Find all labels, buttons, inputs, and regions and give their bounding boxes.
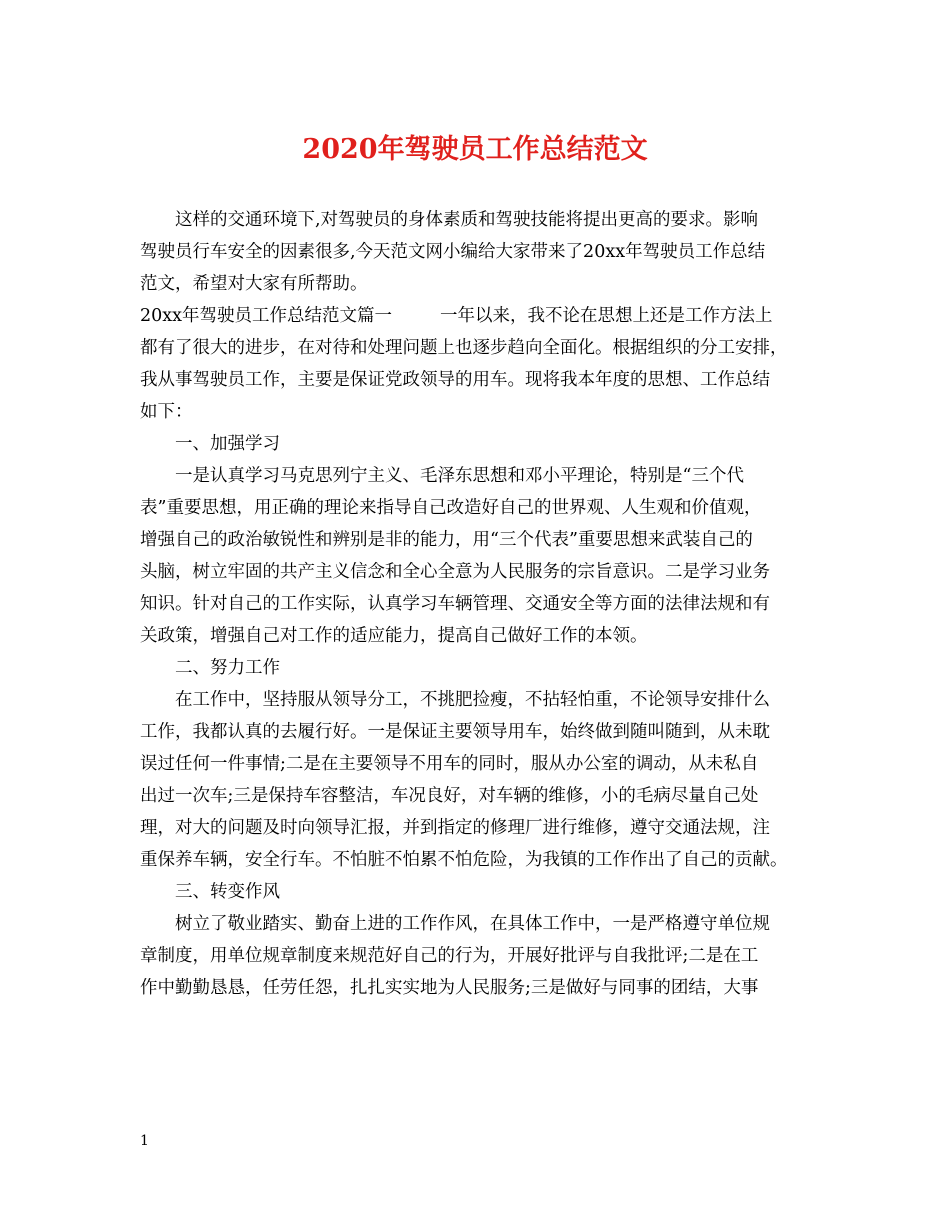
- paragraph-line: 增强自己的政治敏锐性和辨别是非的能力，用“三个代表”重要思想来武装自己的: [140, 530, 753, 550]
- paragraph-line: 关政策，增强自己对工作的适应能力，提高自己做好工作的本领。: [140, 626, 648, 646]
- paragraph-line: 我从事驾驶员工作，主要是保证党政领导的用车。现将我本年度的思想、工作总结: [140, 370, 770, 390]
- paragraph-line: 理，对大的问题及时向领导汇报，并到指定的修理厂进行维修，遵守交通法规，注: [140, 818, 770, 838]
- paragraph-line: 出过一次车;三是保持车容整洁，车况良好，对车辆的维修，小的毛病尽量自己处: [140, 786, 759, 806]
- paragraph-line: 在工作中，坚持服从领导分工，不挑肥捡瘦，不拈轻怕重，不论领导安排什么: [175, 690, 770, 710]
- paragraph-line: 章制度，用单位规章制度来规范好自己的行为，开展好批评与自我批评;二是在工: [140, 946, 759, 966]
- paragraph-line: 知识。针对自己的工作实际，认真学习车辆管理、交通安全等方面的法律法规和有: [140, 594, 770, 614]
- document-title: 2020年驾驶员工作总结范文: [302, 134, 648, 165]
- paragraph-line: 作中勤勤恳恳，任劳任怨，扎扎实实地为人民服务;三是做好与同事的团结，大事: [140, 978, 759, 998]
- paragraph-line: 范文，希望对大家有所帮助。: [140, 274, 368, 294]
- paragraph-line: 一是认真学习马克思列宁主义、毛泽东思想和邓小平理论，特别是“三个代: [175, 466, 744, 486]
- page-number: 1: [140, 1133, 149, 1149]
- document-body: [140, 204, 840, 1004]
- paragraph-line: 这样的交通环境下,对驾驶员的身体素质和驾驶技能将提出更高的要求。影响: [175, 210, 759, 230]
- paragraph-line: 表”重要思想，用正确的理论来指导自己改造好自己的世界观、人生观和价值观，: [140, 498, 762, 518]
- paragraph-line: [140, 300, 840, 332]
- paragraph-line: 树立了敬业踏实、勤奋上进的工作作风，在具体工作中，一是严格遵守单位规: [175, 914, 770, 934]
- paragraph-line: 重保养车辆，安全行车。不怕脏不怕累不怕危险，为我镇的工作作出了自己的贡献。: [140, 850, 788, 870]
- paragraph-line: 工作，我都认真的去履行好。一是保证主要领导用车，始终做到随叫随到，从未耽: [140, 722, 770, 742]
- paragraph-line: 头脑，树立牢固的共产主义信念和全心全意为人民服务的宗旨意识。二是学习业务: [140, 562, 770, 582]
- paragraph-line: 如下：: [140, 402, 193, 422]
- paragraph-line: 驾驶员行车安全的因素很多,今天范文网小编给大家带来了20xx年驾驶员工作总结: [140, 242, 766, 262]
- section-heading: 二、努力工作: [175, 658, 280, 678]
- paragraph-line: 误过任何一件事情;二是在主要领导不用车的同时，服从办公室的调动，从未私自: [140, 754, 759, 774]
- section-heading: 20xx年驾驶员工作总结范文篇一: [140, 306, 393, 326]
- section-heading: 三、转变作风: [175, 882, 280, 902]
- section-heading: 一、加强学习: [175, 434, 280, 454]
- paragraph-line: 都有了很大的进步，在对待和处理问题上也逐步趋向全面化。根据组织的分工安排，: [140, 338, 788, 358]
- paragraph-text: 一年以来，我不论在思想上还是工作方法上: [440, 306, 773, 326]
